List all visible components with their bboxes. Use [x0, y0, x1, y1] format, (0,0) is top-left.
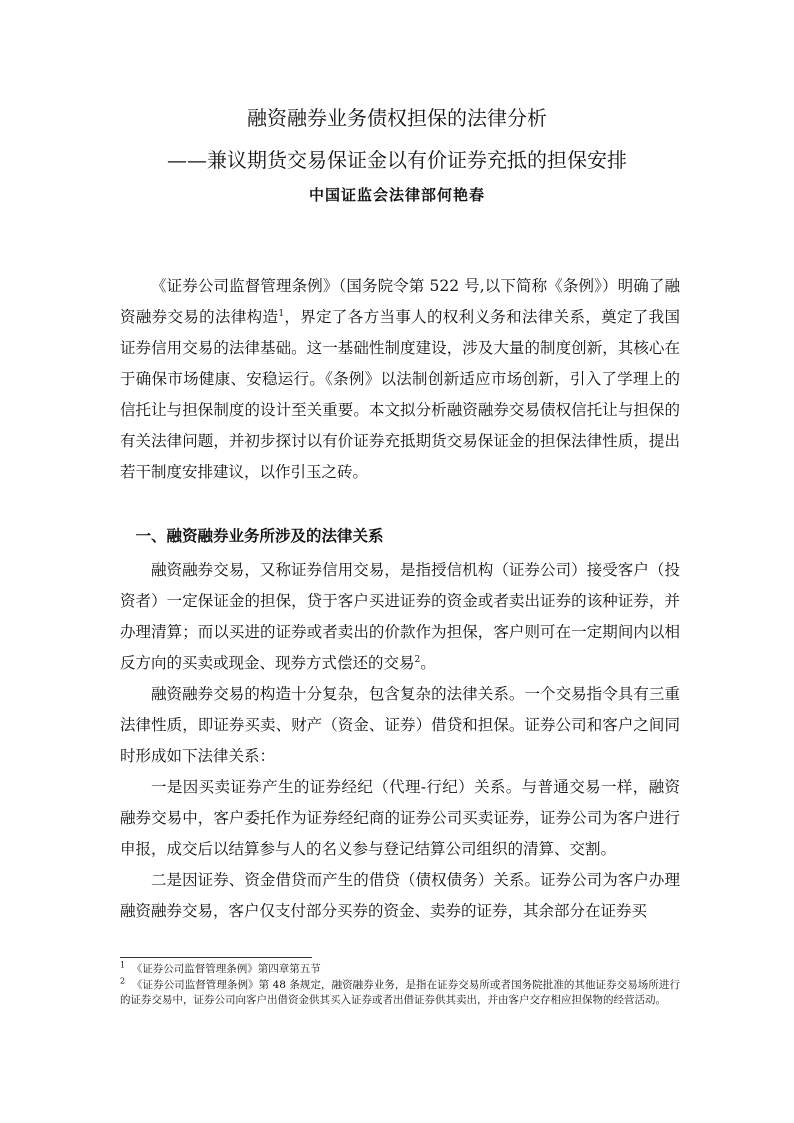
- intro-section: [120, 271, 680, 488]
- section-heading: 一、融资融券业务所涉及的法律关系: [135, 526, 384, 545]
- definition-text-b: 。: [420, 654, 436, 672]
- paragraph-brokerage: 一是因买卖证券产生的证券经纪（代理-行纪）关系。与普通交易一样，融资融券交易中，客户委托作为证券经纪商的证券公司买卖证券，证券公司为客户进行申报，成交后以结算参与人的名义参与登记结算公司组织的清算、交割。: [120, 778, 680, 858]
- footnote-2: [120, 978, 680, 1008]
- document-title: 融资融券业务债权担保的法律分析: [247, 106, 547, 130]
- definition-text-a: 融资融券交易，又称证券信用交易，是指授信机构（证券公司）接受客户（投资者）一定保证金的担保，贷于客户买进证券的资金或者卖出证券的该种证券，并办理清算；而以买进的证券或者卖出的价款作为担保，客户则可在一定期间内以相反方向的买卖或现金、现券方式偿还的交易: [120, 561, 680, 672]
- footnote-mark-1: 1: [120, 960, 126, 970]
- intro-paragraph: [120, 271, 680, 488]
- footnote-1-text: 《证券公司监督管理条例》第四章第五节: [131, 963, 321, 975]
- document-author: 中国证监会法律部何艳春: [308, 186, 485, 204]
- footnote-ref-2[interactable]: 2: [414, 654, 421, 665]
- section-legal-relations: [120, 520, 680, 927]
- paragraph-definition: [120, 555, 680, 679]
- footnote-ref-1[interactable]: 1: [278, 308, 285, 319]
- footnote-mark-2: 2: [120, 976, 126, 986]
- document-subtitle: ——兼议期货交易保证金以有价证券充抵的担保安排: [167, 148, 627, 172]
- footnote-2-text: 《证券公司监督管理条例》第 48 条规定，融资融券业务，是指在证券交易所或者国务院批准的其他证券交易场所进行的证券交易中，证券公司向客户出借资金供其买入证券或者出借证券供其卖出，并由客户交存相应担保物的经营活动。: [120, 979, 680, 1006]
- footnote-divider: [120, 957, 312, 958]
- intro-text-b: ，界定了各方当事人的权利义务和法律关系，奠定了我国证券信用交易的法律基础。这一基础性制度建设，涉及大量的制度创新，其核心在于确保市场健康、安稳运行。《条例》以法制创新适应市场创新，引入了学理上的信托让与担保制度的设计至关重要。本文拟分析融资融券交易债权信托让与担保的有关法律问题，并初步探讨以有价证券充抵期货交易保证金的担保法律性质，提出若干制度安排建议，以作引玉之砖。: [120, 308, 680, 481]
- footnote-1: [120, 962, 680, 977]
- footnotes: [120, 962, 680, 1009]
- paragraph-lending: 二是因证券、资金借贷而产生的借贷（债权债务）关系。证券公司为客户办理融资融券交易，客户仅支付部分买券的资金、卖券的证券，其余部分在证券买: [120, 871, 680, 920]
- intro-text-a: 《证券公司监督管理条例》（国务院令第 522 号,以下简称《条例》）明确了融资融券交易的法律构造: [120, 277, 680, 326]
- paragraph-structure: 融资融券交易的构造十分复杂，包含复杂的法律关系。一个交易指令具有三重法律性质，即证券买卖、财产（资金、证券）借贷和担保。证券公司和客户之间同时形成如下法律关系：: [120, 685, 680, 765]
